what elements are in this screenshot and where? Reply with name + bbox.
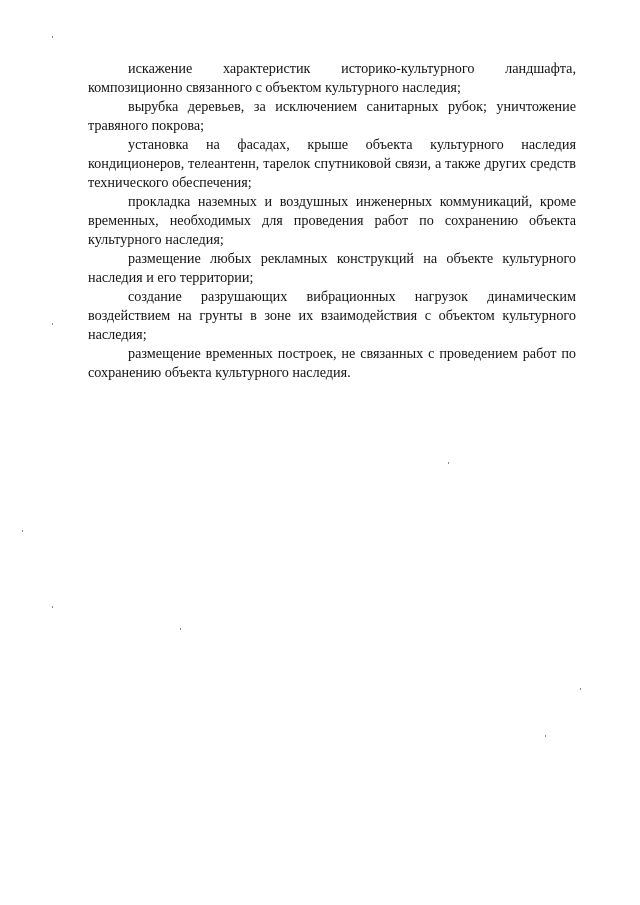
- paragraph-advertising: размещение любых рекламных конструкций на объекте культурного наследия и его территории;: [88, 251, 576, 286]
- paragraph-facade-equipment: установка на фасадах, крыше объекта культурного наследия кондиционеров, телеантенн, тарелок спутниковой связи, а также других средств технического обеспечения;: [88, 137, 576, 191]
- scan-speck: [22, 530, 23, 532]
- paragraph-temporary-buildings: размещение временных построек, не связанных с проведением работ по сохранению объекта культурного наследия.: [88, 346, 576, 381]
- paragraph-utility-lines: прокладка наземных и воздушных инженерных коммуникаций, кроме временных, необходимых для проведения работ по сохранению объекта культурного наследия;: [88, 194, 576, 248]
- scan-speck: [52, 36, 53, 38]
- scan-speck: [545, 735, 546, 737]
- scan-speck: [52, 323, 53, 325]
- paragraph-landscape-distortion: искажение характеристик историко-культурного ландшафта, композиционно связанного с объектом культурного наследия;: [88, 61, 576, 96]
- document-body: [88, 60, 576, 383]
- paragraph-tree-cutting: вырубка деревьев, за исключением санитарных рубок; уничтожение травяного покрова;: [88, 99, 576, 134]
- scan-speck: [180, 628, 181, 630]
- scan-speck: [448, 462, 449, 464]
- scan-speck: [52, 606, 53, 608]
- paragraph-vibration-loads: создание разрушающих вибрационных нагрузок динамическим воздействием на грунты в зоне их взаимодействия с объектом культурного наследия;: [88, 289, 576, 343]
- scan-speck: [580, 688, 581, 690]
